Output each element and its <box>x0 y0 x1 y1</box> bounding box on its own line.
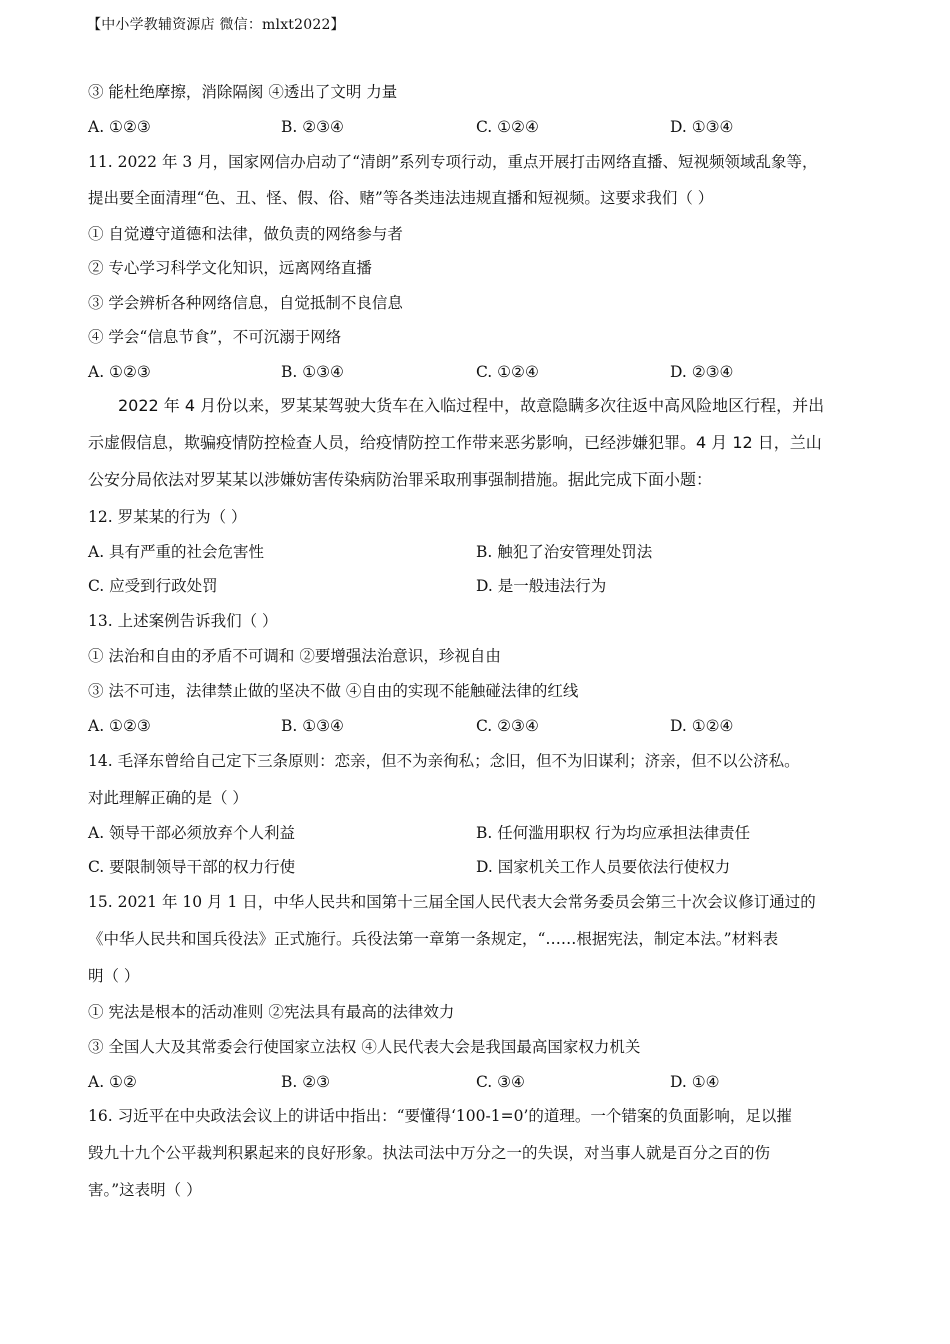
q15-option-c[interactable]: C. ③④ <box>476 1073 525 1091</box>
q11-options <box>88 362 868 382</box>
q11-statement-2: ② 专心学习科学文化知识，远离网络直播 <box>88 259 372 277</box>
q14-options-row-1 <box>88 823 868 843</box>
q13-statements-1-2: ① 法治和自由的矛盾不可调和 ②要增强法治意识，珍视自由 <box>88 647 501 665</box>
q16-stem-line-2: 毁九十九个公平裁判积累起来的良好形象。执法司法中万分之一的失误，对当事人就是百分之百的伤 <box>88 1144 771 1162</box>
q14-stem-line-2: 对此理解正确的是（ ） <box>88 789 248 807</box>
q10-option-b[interactable]: B. ②③④ <box>281 118 344 136</box>
q15-options <box>88 1072 868 1092</box>
q14-options-row-2 <box>88 857 868 877</box>
q12-stem: 12. 罗某某的行为（ ） <box>88 508 247 526</box>
q14-option-b[interactable]: B. 任何滥用职权 行为均应承担法律责任 <box>476 824 751 842</box>
q11-option-a[interactable]: A. ①②③ <box>88 363 151 381</box>
q13-statements-3-4: ③ 法不可违，法律禁止做的坚决不做 ④自由的实现不能触碰法律的红线 <box>88 682 579 700</box>
q13-option-b[interactable]: B. ①③④ <box>281 717 344 735</box>
q12-option-a[interactable]: A. 具有严重的社会危害性 <box>88 543 265 561</box>
q14-option-c[interactable]: C. 要限制领导干部的权力行使 <box>88 858 296 876</box>
q13-option-a[interactable]: A. ①②③ <box>88 717 151 735</box>
q15-option-a[interactable]: A. ①② <box>88 1073 137 1091</box>
q11-stem-line-1: 11. 2022 年 3 月，国家网信办启动了“清朗”系列专项行动，重点开展打击网络直播、短视频领域乱象等， <box>88 153 818 171</box>
q11-statement-3: ③ 学会辨析各种网络信息，自觉抵制不良信息 <box>88 294 403 312</box>
q11-stem-line-2: 提出要全面清理“色、丑、怪、假、俗、赌”等各类违法违规直播和短视频。这要求我们（ ） <box>88 189 714 207</box>
q15-option-b[interactable]: B. ②③ <box>281 1073 331 1091</box>
q13-options <box>88 716 868 736</box>
q13-stem: 13. 上述案例告诉我们（ ） <box>88 612 278 630</box>
passage-line-2: 示虚假信息，欺骗疫情防控检查人员，给疫情防控工作带来恶劣影响，已经涉嫌犯罪。4 月 12 日，兰山 <box>88 433 822 452</box>
q16-stem-line-1: 16. 习近平在中央政法会议上的讲话中指出：“要懂得‘100-1=0’的道理。一个错案的负面影响，足以摧 <box>88 1107 792 1125</box>
q13-option-d[interactable]: D. ①②④ <box>670 717 734 735</box>
q10-option-d[interactable]: D. ①③④ <box>670 118 734 136</box>
q15-statements-1-2: ① 宪法是根本的活动准则 ②宪法具有最高的法律效力 <box>88 1003 455 1021</box>
q15-stem-line-3: 明（ ） <box>88 967 140 985</box>
q15-stem-line-2: 《中华人民共和国兵役法》正式施行。兵役法第一章第一条规定，“……根据宪法，制定本法。”材料表 <box>88 930 779 948</box>
q16-stem-line-3: 害。”这表明（ ） <box>88 1181 202 1199</box>
q10-option-c[interactable]: C. ①②④ <box>476 118 539 136</box>
q10-statements-3-4: ③ 能杜绝摩擦，消除隔阂 ④透出了文明 力量 <box>88 83 398 101</box>
q11-option-d[interactable]: D. ②③④ <box>670 363 734 381</box>
q11-statement-1: ① 自觉遵守道德和法律，做负责的网络参与者 <box>88 225 403 243</box>
q10-option-a[interactable]: A. ①②③ <box>88 118 151 136</box>
q12-options-row-1 <box>88 542 868 562</box>
q12-option-c[interactable]: C. 应受到行政处罚 <box>88 577 218 595</box>
q11-statement-4: ④ 学会“信息节食”，不可沉溺于网络 <box>88 328 342 346</box>
q14-stem-line-1: 14. 毛泽东曾给自己定下三条原则：恋亲，但不为亲徇私；念旧，但不为旧谋利；济亲，但不以公济私。 <box>88 752 800 770</box>
q12-option-b[interactable]: B. 触犯了治安管理处罚法 <box>476 543 653 561</box>
passage-line-1: 2022 年 4 月份以来，罗某某驾驶大货车在入临过程中，故意隐瞒多次往返中高风险地区行程，并出 <box>118 396 825 415</box>
q14-option-a[interactable]: A. 领导干部必须放弃个人利益 <box>88 824 296 842</box>
q15-statements-3-4: ③ 全国人大及其常委会行使国家立法权 ④人民代表大会是我国最高国家权力机关 <box>88 1038 641 1056</box>
q15-stem-line-1: 15. 2021 年 10 月 1 日，中华人民共和国第十三届全国人民代表大会常务委员会第三十次会议修订通过的 <box>88 893 816 911</box>
q13-option-c[interactable]: C. ②③④ <box>476 717 539 735</box>
q12-options-row-2 <box>88 576 868 596</box>
page-header: 【中小学教辅资源店 微信：mlxt2022】 <box>87 17 345 33</box>
q14-option-d[interactable]: D. 国家机关工作人员要依法行使权力 <box>476 858 731 876</box>
passage-line-3: 公安分局依法对罗某某以涉嫌妨害传染病防治罪采取刑事强制措施。据此完成下面小题： <box>88 470 713 489</box>
q15-option-d[interactable]: D. ①④ <box>670 1073 720 1091</box>
q11-option-b[interactable]: B. ①③④ <box>281 363 344 381</box>
q11-option-c[interactable]: C. ①②④ <box>476 363 539 381</box>
q12-option-d[interactable]: D. 是一般违法行为 <box>476 577 607 595</box>
q10-options <box>88 117 868 137</box>
